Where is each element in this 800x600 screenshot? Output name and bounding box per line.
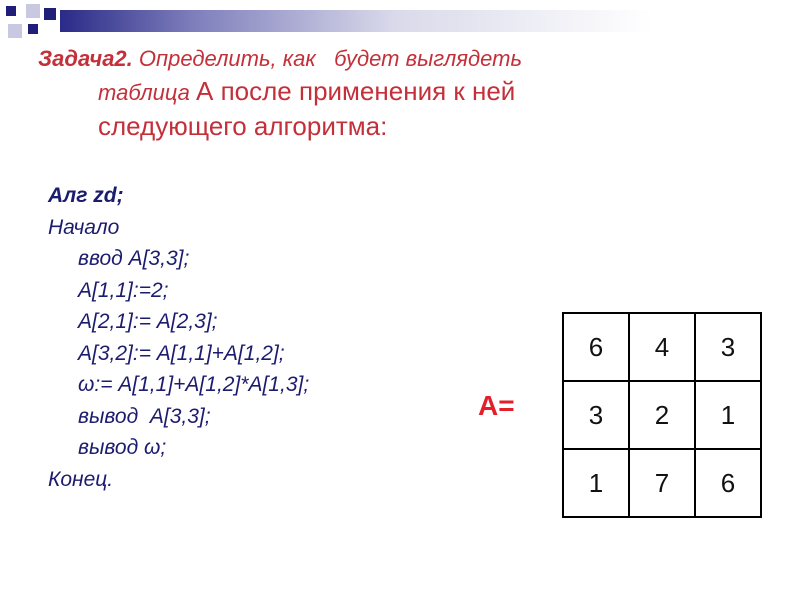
matrix-cell: 3: [563, 381, 629, 449]
algorithm-step: ввод А[3,3];: [78, 247, 190, 270]
matrix-cell: 2: [629, 381, 695, 449]
task-title: [38, 44, 738, 144]
title-line-2-text: А после применения к ней: [196, 75, 516, 106]
algorithm-step: А[2,1]:= А[2,3];: [78, 310, 218, 333]
matrix-row: [563, 449, 761, 517]
algorithm-end: Конец.: [48, 467, 114, 491]
title-line-3: следующего алгоритма:: [98, 110, 388, 141]
matrix-label: А=: [478, 390, 515, 421]
algorithm-step: А[3,2]:= А[1,1]+А[1,2];: [78, 341, 285, 365]
algorithm-header: Алг zd;: [48, 184, 124, 207]
title-line-1: [38, 44, 738, 74]
matrix-cell: 6: [563, 313, 629, 381]
matrix-cell: 1: [695, 381, 761, 449]
decor-square-2: [26, 4, 40, 18]
title-line-1-text: Определить, как будет выглядеть: [132, 46, 523, 71]
decor-square-3: [44, 8, 56, 20]
matrix-row: [563, 381, 761, 449]
algorithm-block: [48, 180, 309, 495]
title-line-2-small: таблица: [98, 79, 197, 105]
algorithm-begin: Начало: [48, 215, 120, 239]
matrix-cell: 7: [629, 449, 695, 517]
matrix-cell: 6: [695, 449, 761, 517]
decor-square-4: [8, 24, 22, 38]
decor-square-5: [28, 24, 38, 34]
matrix-cell: 4: [629, 313, 695, 381]
algorithm-step: вывод А[3,3];: [78, 404, 211, 428]
algorithm-step: А[1,1]:=2;: [78, 278, 169, 302]
matrix-cell: 3: [695, 313, 761, 381]
matrix-row: [563, 313, 761, 381]
algorithm-step: вывод ω;: [78, 436, 167, 459]
algorithm-step: ω:= А[1,1]+А[1,2]*А[1,3];: [78, 373, 310, 396]
header-gradient-bar: [60, 10, 800, 32]
matrix-table: [562, 312, 762, 518]
title-line-2: [38, 74, 738, 109]
task-label: Задача2.: [38, 46, 133, 71]
decor-square-1: [6, 6, 16, 16]
matrix-cell: 1: [563, 449, 629, 517]
